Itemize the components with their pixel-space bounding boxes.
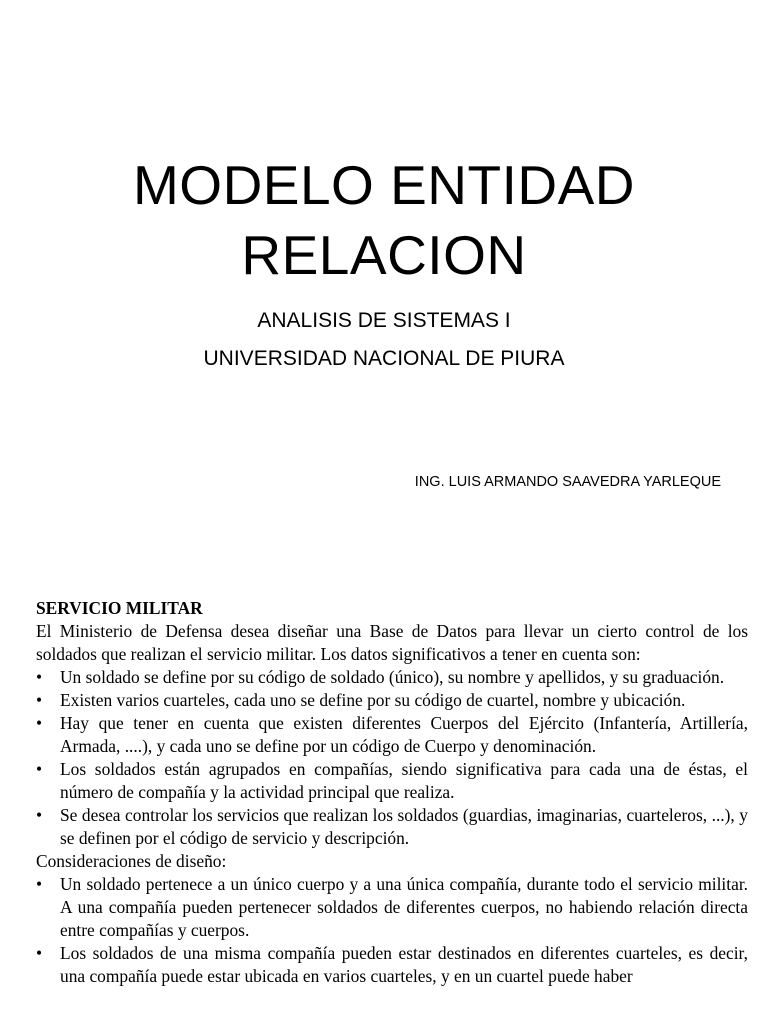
- bullet-glyph: •: [36, 667, 43, 687]
- slide-title-line-2: RELACION: [241, 224, 527, 286]
- exercise-intro: El Ministerio de Defensa desea diseñar una Base de Datos para llevar un cierto control de los soldados que realizan el servicio militar. Los datos significativos a tener en cuenta son:: [36, 621, 748, 664]
- list-item: [36, 689, 748, 712]
- exercise-heading: SERVICIO MILITAR: [36, 598, 203, 618]
- bullet-glyph: •: [36, 874, 43, 894]
- bullet-glyph: •: [36, 690, 43, 710]
- list-item-text: Un soldado se define por su código de soldado (único), su nombre y apellidos, y su graduación.: [60, 667, 725, 687]
- slide-author: ING. LUIS ARMANDO SAAVEDRA YARLEQUE: [414, 474, 721, 490]
- list-item-text: Existen varios cuarteles, cada uno se define por su código de cuartel, nombre y ubicación.: [60, 690, 686, 710]
- list-item: [36, 942, 748, 988]
- slide-subtitle-course: ANALISIS DE SISTEMAS I: [257, 309, 511, 332]
- slide-subtitle-university: UNIVERSIDAD NACIONAL DE PIURA: [203, 347, 565, 370]
- bullet-glyph: •: [36, 943, 43, 963]
- bullet-glyph: •: [36, 713, 43, 733]
- list-item-text: Hay que tener en cuenta que existen diferentes Cuerpos del Ejército (Infantería, Artillería, Armada, ....), y cada uno se define por un código de Cuerpo y denominación.: [60, 713, 748, 756]
- design-heading: Consideraciones de diseño:: [36, 851, 227, 871]
- list-item: [36, 712, 748, 758]
- design-items-list: [36, 873, 748, 988]
- bullet-glyph: •: [36, 759, 43, 779]
- exercise-document: [36, 597, 748, 988]
- list-item-text: Los soldados están agrupados en compañías, siendo significativa para cada una de éstas, el número de compañía y la actividad principal que realiza.: [60, 759, 748, 802]
- list-item: [36, 758, 748, 804]
- list-item: [36, 666, 748, 689]
- list-item-text: Los soldados de una misma compañía pueden estar destinados en diferentes cuarteles, es decir, una compañía puede estar ubicada en varios cuarteles, y en un cuartel puede haber: [60, 943, 748, 986]
- list-item: [36, 873, 748, 942]
- data-items-list: [36, 666, 748, 850]
- slide-title-line-1: MODELO ENTIDAD: [132, 154, 636, 216]
- list-item-text: Se desea controlar los servicios que realizan los soldados (guardias, imaginarias, cuarteleros, ...), y se definen por el código de servicio y descripción.: [60, 805, 748, 848]
- bullet-glyph: •: [36, 805, 43, 825]
- list-item: [36, 804, 748, 850]
- slide-title: [0, 150, 768, 290]
- list-item-text: Un soldado pertenece a un único cuerpo y a una única compañía, durante todo el servicio militar. A una compañía pueden pertenecer soldados de diferentes cuerpos, no habiendo relación directa entre compañías y cuerpos.: [60, 874, 748, 940]
